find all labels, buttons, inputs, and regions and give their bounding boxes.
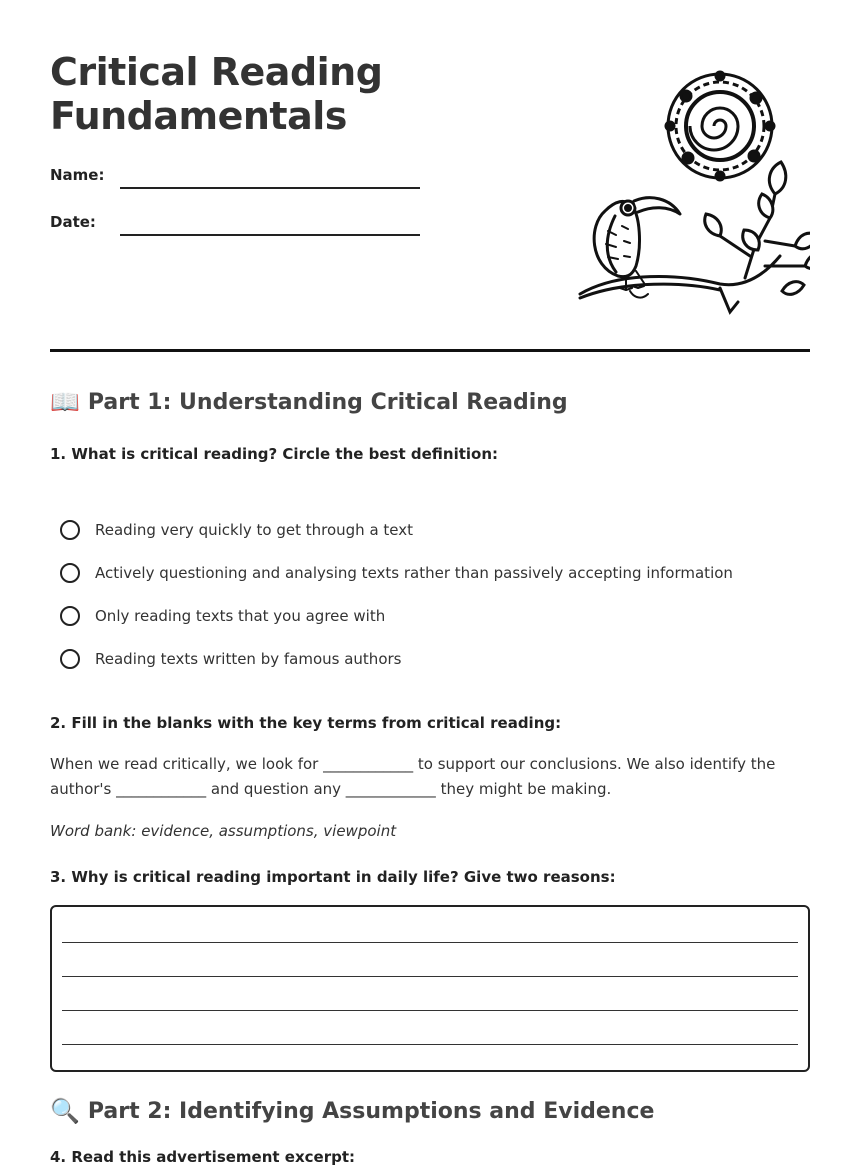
answer-line[interactable]	[62, 942, 798, 943]
question-3-answer-box[interactable]	[50, 905, 810, 1072]
name-label: Name:	[50, 166, 105, 184]
title-line-2: Fundamentals	[50, 94, 347, 138]
question-4-prompt: 4. Read this advertisement excerpt:	[50, 1148, 356, 1166]
question-1-prompt: 1. What is critical reading? Circle the best definition:	[50, 445, 499, 463]
radio-circle-icon[interactable]	[60, 606, 80, 626]
part2-heading	[50, 1097, 654, 1125]
ornament-circle-icon	[666, 72, 774, 180]
option-d-text: Reading texts written by famous authors	[95, 649, 402, 668]
radio-circle-icon[interactable]	[60, 563, 80, 583]
answer-line[interactable]	[62, 1010, 798, 1011]
date-label: Date:	[50, 213, 96, 231]
part1-heading-text: Part 1: Understanding Critical Reading	[87, 389, 568, 415]
open-book-icon: 📖	[50, 388, 80, 416]
worksheet-header	[50, 0, 810, 352]
option-b-text: Actively questioning and analysing texts rather than passively accepting information	[95, 563, 733, 582]
option-a[interactable]	[60, 508, 810, 551]
option-d[interactable]	[60, 637, 810, 680]
part1-heading	[50, 388, 568, 416]
radio-circle-icon[interactable]	[60, 649, 80, 669]
answer-line[interactable]	[62, 1044, 798, 1045]
worksheet-title	[50, 50, 382, 138]
date-field[interactable]	[50, 211, 420, 235]
question-1-options	[60, 508, 810, 680]
option-c-text: Only reading texts that you agree with	[95, 606, 386, 625]
question-3-prompt: 3. Why is critical reading important in daily life? Give two reasons:	[50, 868, 616, 886]
question-2-prompt: 2. Fill in the blanks with the key terms from critical reading:	[50, 714, 562, 732]
option-c[interactable]	[60, 594, 810, 637]
name-field[interactable]	[50, 164, 420, 188]
magnifying-glass-icon: 🔍	[50, 1097, 80, 1125]
option-a-text: Reading very quickly to get through a text	[95, 520, 414, 539]
bird-on-branch-with-ornamental-circle-icon	[570, 66, 810, 316]
title-line-1: Critical Reading	[50, 50, 383, 94]
word-bank: Word bank: evidence, assumptions, viewpoint	[50, 822, 397, 840]
header-divider	[50, 349, 810, 352]
part2-heading-text: Part 2: Identifying Assumptions and Evidence	[87, 1098, 655, 1124]
radio-circle-icon[interactable]	[60, 520, 80, 540]
option-b[interactable]	[60, 551, 810, 594]
answer-line[interactable]	[62, 976, 798, 977]
question-2-text: When we read critically, we look for ____________ to support our conclusions. We also identify the author's ____________ and question any ____________ they might be making.	[50, 755, 776, 798]
date-line[interactable]	[120, 234, 420, 236]
name-line[interactable]	[120, 187, 420, 189]
worksheet-page	[50, 0, 810, 1166]
